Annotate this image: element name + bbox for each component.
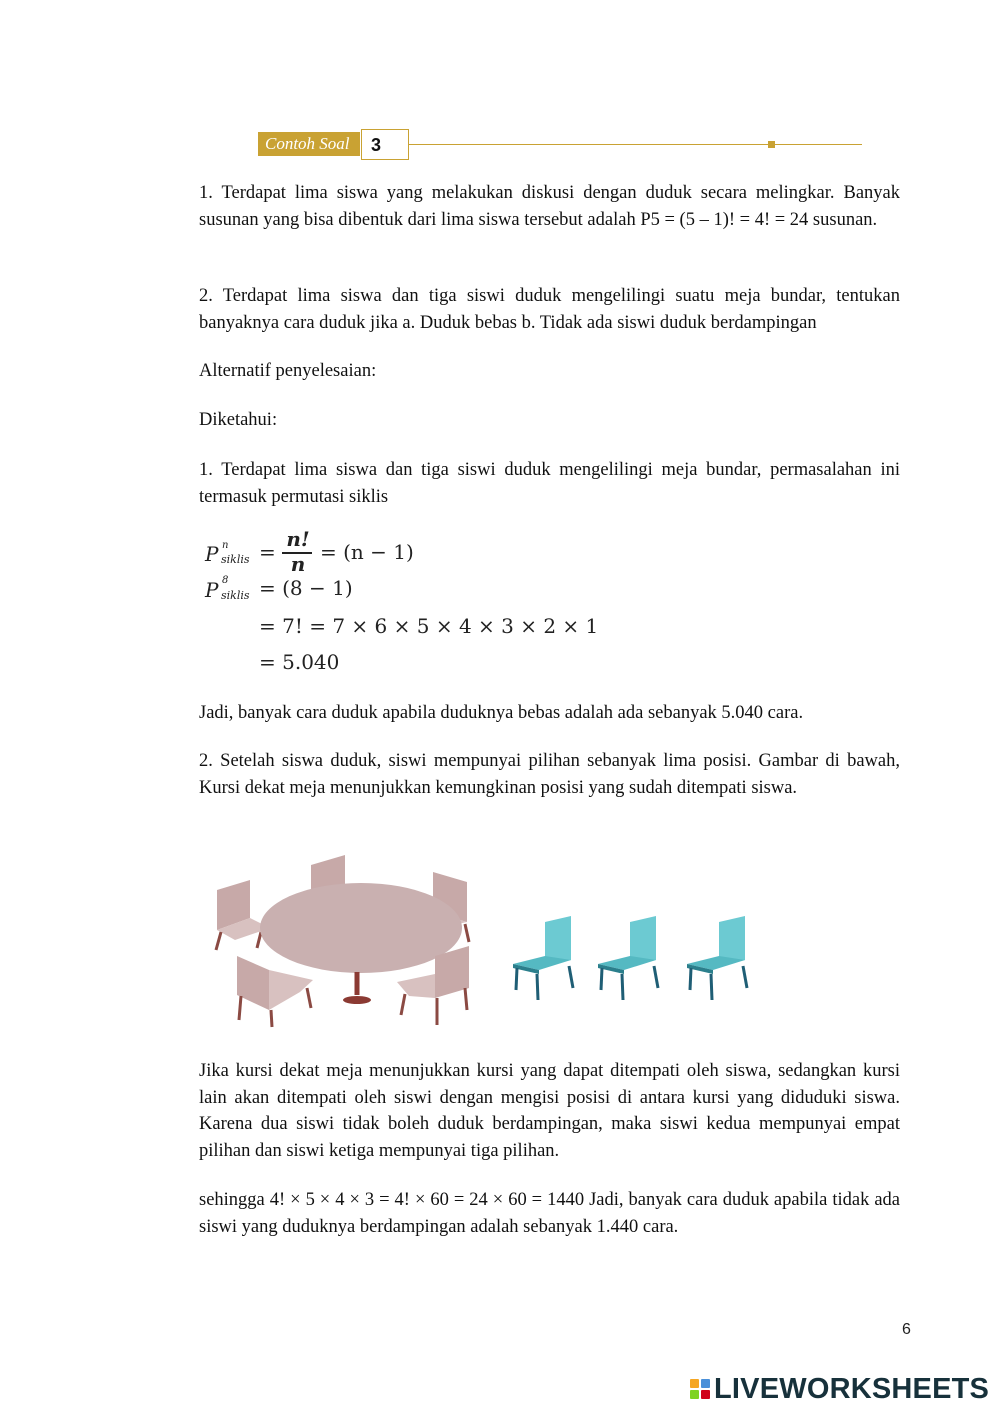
chair-icon [237, 956, 313, 1027]
liveworksheets-logo-icon [690, 1379, 710, 1399]
paragraph-explanation: Jika kursi dekat meja menunjukkan kursi yang dapat ditempati oleh siswa, sedangkan kursi lain akan ditempati oleh siswi dengan mengisi posisi di antara kursi yang diduduki siswa. Karena dua siswi tidak boleh duduk berdampingan, maka siswi kedua mempunyai empat pilihan dan siswi ketiga mempunyai tiga pilihan. [199, 1061, 900, 1161]
formula-line-4: = 5.040 [259, 650, 340, 674]
formula-denominator: n [290, 552, 306, 576]
round-table-group [216, 855, 469, 1027]
example-number: 3 [361, 129, 409, 160]
formula-numerator: n! [286, 527, 310, 551]
formula-rhs-1: = (n − 1) [320, 540, 414, 564]
paragraph-conclusion-2: sehingga 4! × 5 × 4 × 3 = 4! × 60 = 24 × 60 = 1440 Jadi, banyak cara duduk apabila tidak ada siswi yang duduknya berdampingan adalah sebanyak 1.440 cara. [199, 1190, 900, 1237]
formula-rhs-2: = (8 − 1) [259, 576, 353, 600]
formula-superscript-n: n [222, 540, 229, 551]
header-rule-marker [768, 141, 775, 148]
cyclic-permutation-formula [205, 527, 625, 680]
liveworksheets-logo-text: LIVEWORKSHEETS [714, 1372, 990, 1405]
paragraph-given-1: 1. Terdapat lima siswa dan tiga siswi duduk mengelilingi meja bundar, permasalahan ini termasuk permutasi siklis [199, 460, 900, 507]
seating-illustration [205, 850, 785, 1035]
formula-p-symbol: P [205, 542, 219, 566]
formula-line-3: = 7! = 7 × 6 × 5 × 4 × 3 × 2 × 1 [259, 614, 599, 638]
paragraph-given-heading: Diketahui: [199, 410, 278, 430]
round-table-top [260, 883, 462, 973]
paragraph-conclusion-1: Jadi, banyak cara duduk apabila duduknya bebas adalah ada sebanyak 5.040 cara. [199, 703, 804, 723]
header-rule [409, 144, 862, 145]
paragraph-problem-1: 1. Terdapat lima siswa yang melakukan diskusi dengan duduk secara melingkar. Banyak susunan yang bisa dibentuk dari lima siswa tersebut adalah P5 = (5 – 1)! = 4! = 24 susunan. [199, 183, 900, 230]
formula-subscript-2: siklis [221, 589, 250, 602]
liveworksheets-logo [690, 1373, 989, 1405]
example-label: Contoh Soal [258, 132, 360, 156]
chair-icon [216, 880, 270, 950]
formula-equals: = [259, 540, 276, 564]
formula-p-symbol-2: P [205, 578, 219, 602]
example-header [258, 129, 862, 161]
formula-subscript: siklis [221, 553, 250, 566]
paragraph-solution-heading: Alternatif penyelesaian: [199, 361, 377, 381]
teal-chair-icon [598, 916, 658, 1000]
page-number: 6 [902, 1321, 911, 1338]
paragraph-given-2: 2. Setelah siswa duduk, siswi mempunyai pilihan sebanyak lima posisi. Gambar di bawah, Kursi dekat meja menunjukkan kemungkinan posisi yang sudah ditempati siswa. [199, 751, 900, 798]
teal-chair-icon [513, 916, 573, 1000]
formula-superscript-8: 8 [222, 575, 229, 586]
paragraph-problem-2: 2. Terdapat lima siswa dan tiga siswi duduk mengelilingi suatu meja bundar, tentukan banyaknya cara duduk jika a. Duduk bebas b. Tidak ada siswi duduk berdampingan [199, 286, 900, 333]
teal-chair-icon [687, 916, 747, 1000]
